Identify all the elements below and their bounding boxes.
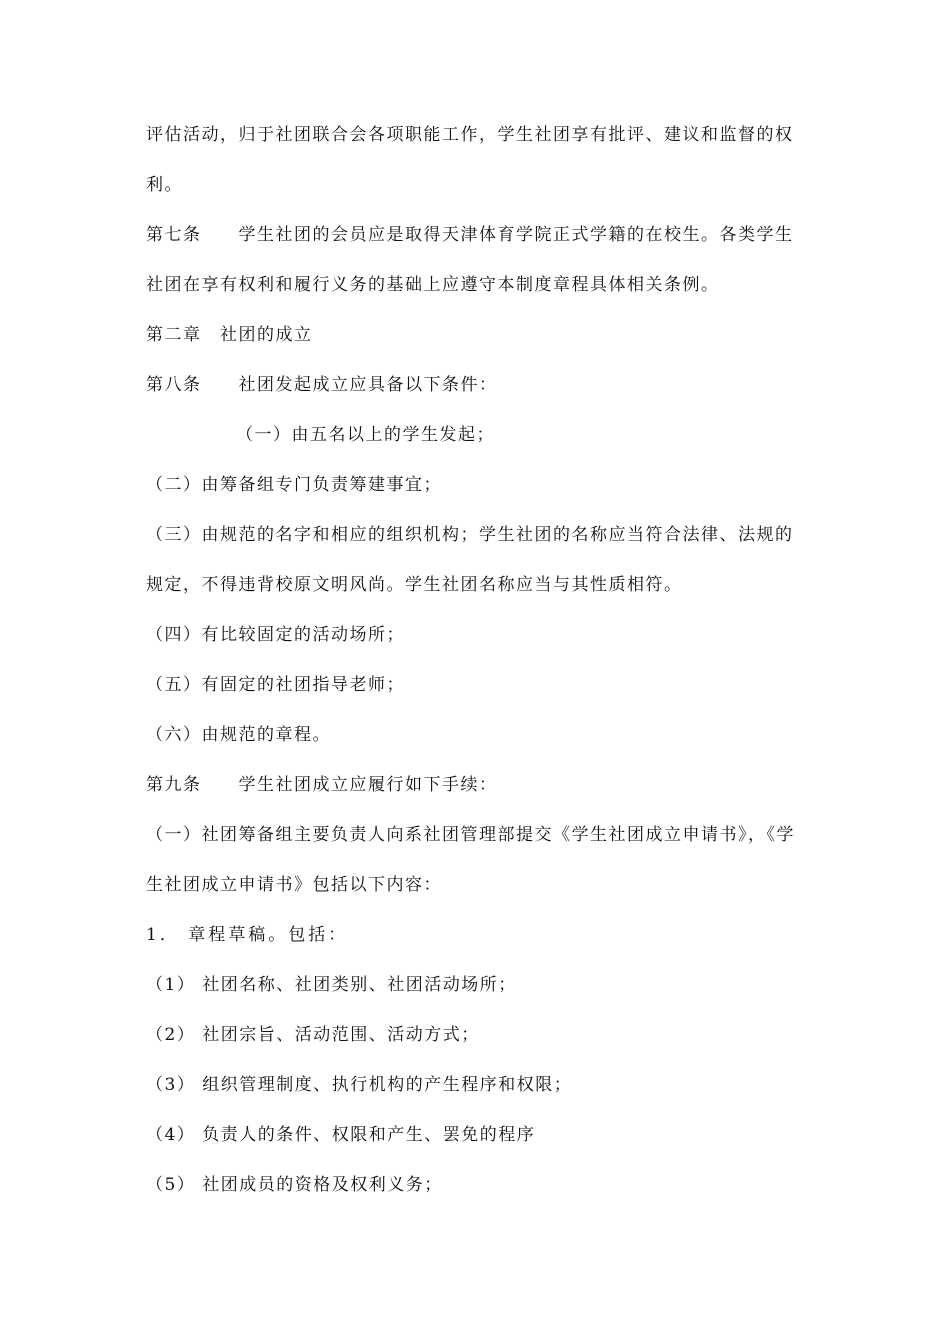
list-item: （六）由规范的章程。 (146, 725, 331, 745)
list-item: （一）由五名以上的学生发起； (236, 425, 495, 445)
list-item: （三）由规范的名字和相应的组织机构；学生社团的名称应当符合法律、法规的 (146, 525, 794, 545)
paragraph-line: 社团在享有权利和履行义务的基础上应遵守本制度章程具体相关条例。 (146, 275, 720, 295)
list-item: （3） 组织管理制度、执行机构的产生程序和权限； (146, 1075, 573, 1095)
list-item: （四）有比较固定的活动场所； (146, 625, 405, 645)
article-9-heading: 第九条 学生社团成立应履行如下手续： (146, 775, 498, 795)
list-item: 1． 章程草稿。包括： (146, 925, 349, 945)
article-8-heading: 第八条 社团发起成立应具备以下条件： (146, 375, 498, 395)
chapter-2-heading: 第二章 社团的成立 (146, 325, 313, 345)
paragraph-line: 利。 (146, 175, 183, 195)
list-item: （1） 社团名称、社团类别、社团活动场所； (146, 975, 517, 995)
list-item: （二）由筹备组专门负责筹建事宜； (146, 475, 442, 495)
paragraph-line: 评估活动，归于社团联合会各项职能工作，学生社团享有批评、建议和监督的权 (146, 125, 794, 145)
list-item: （5） 社团成员的资格及权利义务； (146, 1175, 443, 1195)
paragraph-line: 生社团成立申请书》包括以下内容： (146, 875, 442, 895)
list-item: （五）有固定的社团指导老师； (146, 675, 405, 695)
paragraph-line: 规定，不得违背校原文明风尚。学生社团名称应当与其性质相符。 (146, 575, 683, 595)
list-item: （2） 社团宗旨、活动范围、活动方式； (146, 1025, 480, 1045)
list-item: （4） 负责人的条件、权限和产生、罢免的程序 (146, 1125, 536, 1145)
article-7-heading: 第七条 学生社团的会员应是取得天津体育学院正式学籍的在校生。各类学生 (146, 225, 794, 245)
list-item: （一）社团筹备组主要负责人向系社团管理部提交《学生社团成立申请书》，《学 (146, 825, 795, 845)
